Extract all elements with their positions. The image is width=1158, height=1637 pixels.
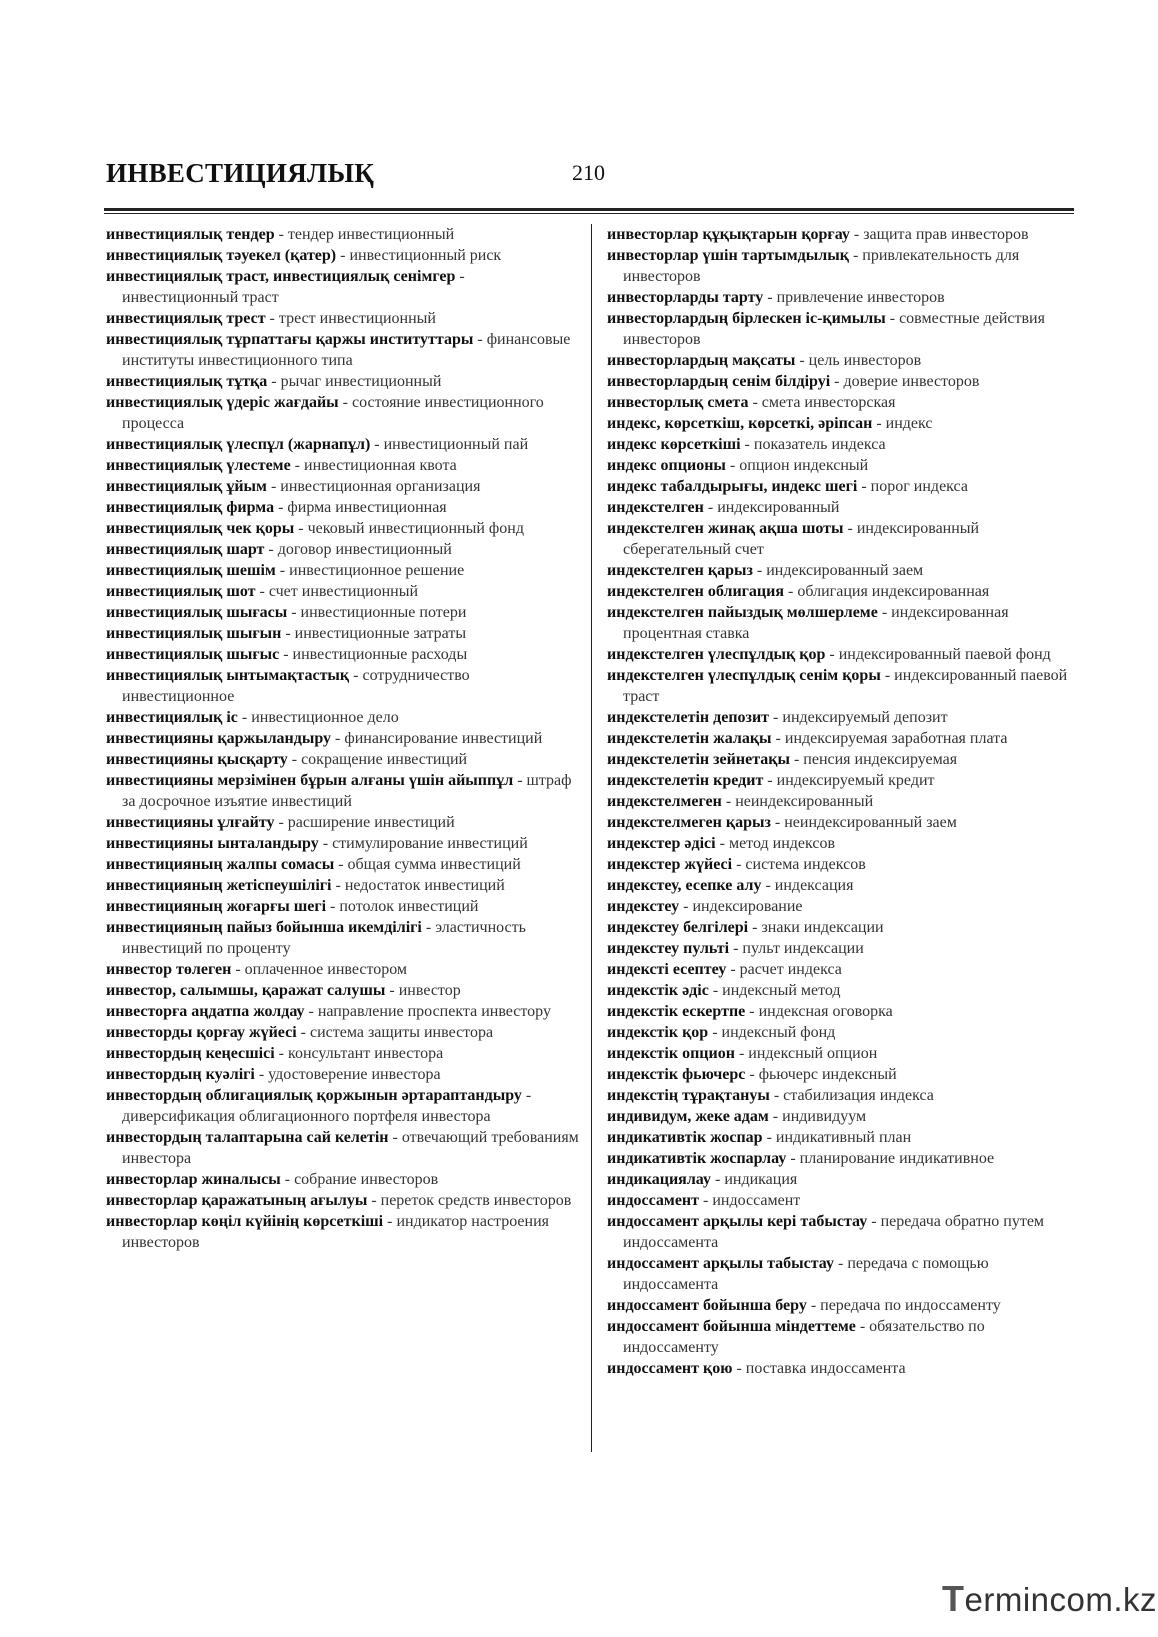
page-number: 210: [572, 160, 605, 185]
entry-definition: - индикация: [710, 1171, 798, 1188]
entry-term: инвесторлардың бірлескен іс-қимылы: [607, 310, 886, 327]
entry-definition: - индексная оговорка: [745, 1003, 893, 1020]
entry-definition: - индексный опцион: [734, 1045, 878, 1062]
entry-term: инвесторлар құқықтарын қорғау: [607, 226, 850, 243]
entry-definition: - общая сумма инвестиций: [334, 856, 521, 873]
entry-definition: - пульт индексации: [729, 940, 864, 957]
entry-definition: - индексированный: [703, 499, 840, 516]
entry-definition: - неиндексированный заем: [770, 814, 957, 831]
dictionary-entry: [607, 1085, 1083, 1106]
right-column: [607, 224, 1083, 1379]
entry-term: индекстеу пульті: [607, 940, 730, 957]
dictionary-entry: [607, 560, 1083, 581]
entry-term: индоссамент бойынша міндеттеме: [607, 1318, 856, 1335]
dictionary-entry: [106, 1169, 580, 1190]
dictionary-entry: [607, 1022, 1083, 1043]
entry-term: инвестор төлеген: [106, 961, 232, 978]
entry-term: инвесторлар үшін тартымдылық: [607, 247, 849, 264]
entry-definition: - доверие инвесторов: [830, 373, 980, 390]
dictionary-entry: [607, 1148, 1083, 1169]
entry-term: инвестицияның жоғарғы шегі: [106, 898, 327, 915]
dictionary-entry: [607, 371, 1083, 392]
dictionary-entry: [106, 455, 580, 476]
dictionary-entry: [607, 1043, 1083, 1064]
entry-definition: - оплаченное инвестором: [231, 961, 408, 978]
entry-definition: - индексированный паевой фонд: [825, 646, 1051, 663]
dictionary-entry: [106, 728, 580, 749]
entry-term: инвестицияны қысқарту: [106, 751, 288, 768]
entry-term: инвесторды қорғау жүйесі: [106, 1024, 297, 1041]
dictionary-entry: [607, 665, 1083, 707]
dictionary-entry: [607, 224, 1083, 245]
dictionary-entry: [607, 1190, 1083, 1211]
header-rule-thick: [104, 208, 1074, 211]
entry-definition: - индексированная процентная ставка: [623, 604, 1009, 642]
entry-definition: - трест инвестиционный: [265, 310, 436, 327]
entry-term: инвестордың облигациялық қоржынын әртараптандыру: [106, 1087, 522, 1104]
entry-term: индекстелген: [607, 499, 704, 516]
dictionary-entry: [106, 308, 580, 329]
entry-term: индоссамент қою: [607, 1360, 733, 1377]
dictionary-entry: [607, 959, 1083, 980]
entry-definition: - консультант инвестора: [274, 1045, 444, 1062]
entry-definition: - финансирование инвестиций: [331, 730, 543, 747]
dictionary-entry: [607, 707, 1083, 728]
entry-term: инвестициялық шот: [106, 583, 256, 600]
entry-term: инвестициялық тұрпаттағы қаржы институттары: [106, 331, 474, 348]
entry-term: инвестициялық фирма: [106, 499, 275, 516]
entry-term: индекстелетін депозит: [607, 709, 770, 726]
entry-definition: - переток средств инвесторов: [367, 1192, 572, 1209]
entry-definition: - рычаг инвестиционный: [267, 373, 442, 390]
termincom-logo: Termincom.kz: [942, 1578, 1158, 1619]
dictionary-entry: [607, 308, 1083, 350]
entry-definition: - опцион индексный: [725, 457, 869, 474]
header-rule-thin: [104, 213, 1074, 214]
dictionary-entry: [607, 434, 1083, 455]
dictionary-entry: [106, 224, 580, 245]
entry-term: инвесторлық смета: [607, 394, 749, 411]
entry-term: индекстік фьючерс: [607, 1066, 746, 1083]
entry-term: инвестициялық шығын: [106, 625, 282, 642]
entry-term: индивидум, жеке адам: [607, 1108, 769, 1125]
entry-definition: - инвестиционные потери: [287, 604, 467, 621]
entry-definition: - защита прав инвесторов: [849, 226, 1029, 243]
entry-definition: - метод индексов: [715, 835, 836, 852]
dictionary-entry: [607, 644, 1083, 665]
entry-term: индекстелетін зейнетақы: [607, 751, 790, 768]
entry-term: инвесторлар қаражатының ағылуы: [106, 1192, 368, 1209]
entry-definition: - индексируемый кредит: [763, 772, 935, 789]
entry-term: индекстеу, есепке алу: [607, 877, 762, 894]
entry-term: индекстелетін кредит: [607, 772, 764, 789]
entry-definition: - индикатор настроения инвесторов: [122, 1213, 550, 1251]
entry-term: инвестициялық шығасы: [106, 604, 288, 621]
entry-term: индикативтік жоспар: [607, 1129, 763, 1146]
dictionary-entry: [106, 329, 580, 371]
entry-term: индекстер әдісі: [607, 835, 716, 852]
entry-definition: - состояние инвестиционного процесса: [122, 394, 544, 432]
dictionary-entry: [106, 980, 580, 1001]
entry-definition: - фирма инвестиционная: [274, 499, 447, 516]
entry-term: индекстелген үлеспұлдық қор: [607, 646, 826, 663]
entry-term: инвесторға аңдатпа жолдау: [106, 1003, 305, 1020]
entry-term: индоссамент: [607, 1192, 700, 1209]
dictionary-entry: [106, 560, 580, 581]
dictionary-entry: [106, 623, 580, 644]
dictionary-entry: [106, 770, 580, 812]
entry-term: индекстер жүйесі: [607, 856, 733, 873]
dictionary-entry: [607, 938, 1083, 959]
entry-term: индексті есептеу: [607, 961, 727, 978]
dictionary-entry: [607, 1127, 1083, 1148]
dictionary-entry: [607, 1211, 1083, 1253]
dictionary-entry: [607, 1253, 1083, 1295]
dictionary-entry: [106, 1085, 580, 1127]
entry-term: инвестициялық тұтқа: [106, 373, 268, 390]
entry-term: индекс опционы: [607, 457, 726, 474]
entry-term: инвесторлар көңіл күйінің көрсеткіші: [106, 1213, 384, 1230]
dictionary-entry: [607, 413, 1083, 434]
dictionary-entry: [607, 833, 1083, 854]
entry-term: индикативтік жоспарлау: [607, 1150, 787, 1167]
entry-term: индоссамент арқылы кері табыстау: [607, 1213, 868, 1230]
entry-definition: - инвестиционный пай: [370, 436, 529, 453]
dictionary-entry: [106, 392, 580, 434]
dictionary-entry: [607, 602, 1083, 644]
entry-definition: - финансовые институты инвестиционного типа: [122, 331, 571, 369]
entry-definition: - пенсия индексируемая: [789, 751, 958, 768]
entry-term: инвестордың куәлігі: [106, 1066, 255, 1083]
entry-term: индоссамент бойынша беру: [607, 1297, 807, 1314]
entry-term: индекстелетін жалақы: [607, 730, 772, 747]
entry-definition: - передача с помощью индоссамента: [623, 1255, 989, 1293]
entry-term: инвестициялық үлеспұл (жарнапұл): [106, 436, 371, 453]
dictionary-entry: [607, 749, 1083, 770]
entry-definition: - неиндексированный: [721, 793, 874, 810]
entry-definition: - стимулирование инвестиций: [318, 835, 528, 852]
entry-definition: - расчет индекса: [726, 961, 842, 978]
entry-definition: - показатель индекса: [740, 436, 886, 453]
left-column: [106, 224, 580, 1253]
entry-definition: - индекс: [872, 415, 933, 432]
entry-definition: - индоссамент: [699, 1192, 801, 1209]
entry-term: инвесторлардың мақсаты: [607, 352, 796, 369]
dictionary-entry: [106, 875, 580, 896]
entry-definition: - инвестиционный траст: [122, 268, 465, 306]
entry-term: индекстелген қарыз: [607, 562, 753, 579]
entry-term: инвестициялық ынтымақтастық: [106, 667, 350, 684]
dictionary-entry: [607, 1106, 1083, 1127]
entry-term: индоссамент арқылы табыстау: [607, 1255, 834, 1272]
entry-definition: - инвестор: [385, 982, 461, 999]
dictionary-entry: [607, 287, 1083, 308]
dictionary-entry: [106, 644, 580, 665]
entry-term: индекстік опцион: [607, 1045, 735, 1062]
dictionary-entry: [106, 896, 580, 917]
entry-definition: - передача обратно путем индоссамента: [623, 1213, 1045, 1251]
dictionary-entry: [607, 728, 1083, 749]
dictionary-entry: [106, 518, 580, 539]
dictionary-entry: [607, 1295, 1083, 1316]
dictionary-entry: [607, 245, 1083, 287]
dictionary-entry: [106, 1064, 580, 1085]
entry-term: инвестициялық үлестеме: [106, 457, 291, 474]
entry-definition: - договор инвестиционный: [264, 541, 452, 558]
entry-term: инвестициялық үдеріс жағдайы: [106, 394, 339, 411]
entry-definition: - индексированный заем: [752, 562, 924, 579]
dictionary-entry: [106, 665, 580, 707]
dictionary-entry: [106, 602, 580, 623]
entry-term: индекстелген облигация: [607, 583, 785, 600]
dictionary-entry: [607, 812, 1083, 833]
entry-term: индекстік әдіс: [607, 982, 709, 999]
dictionary-entry: [106, 833, 580, 854]
entry-term: индекс, көрсеткіш, көрсеткі, әріпсан: [607, 415, 873, 432]
entry-definition: - облигация индексированная: [784, 583, 990, 600]
dictionary-entry: [106, 917, 580, 959]
dictionary-entry: [607, 392, 1083, 413]
entry-definition: - индексируемая заработная плата: [771, 730, 1008, 747]
entry-definition: - инвестиционное решение: [275, 562, 465, 579]
dictionary-entry: [607, 581, 1083, 602]
entry-term: инвесторларды тарту: [607, 289, 764, 306]
entry-definition: - индексный метод: [708, 982, 841, 999]
dictionary-entry: [607, 1316, 1083, 1358]
dictionary-entry: [106, 749, 580, 770]
entry-definition: - инвестиционные затраты: [281, 625, 467, 642]
dictionary-entry: [607, 455, 1083, 476]
dictionary-entry: [106, 812, 580, 833]
entry-term: индекстелген жинақ ақша шоты: [607, 520, 844, 537]
entry-definition: - совместные действия инвесторов: [623, 310, 1045, 348]
entry-term: инвестициялық траст, инвестициялық сенімгер: [106, 268, 456, 285]
dictionary-entry: [106, 434, 580, 455]
dictionary-entry: [607, 980, 1083, 1001]
entry-term: индекстеу: [607, 898, 680, 915]
dictionary-entry: [106, 266, 580, 308]
entry-definition: - эластичность инвестиций по проценту: [122, 919, 526, 957]
dictionary-entry: [106, 1190, 580, 1211]
dictionary-entry: [106, 959, 580, 980]
entry-definition: - потолок инвестиций: [326, 898, 479, 915]
entry-definition: - цель инвесторов: [795, 352, 922, 369]
dictionary-entry: [607, 791, 1083, 812]
entry-term: инвестицияны мерзімінен бұрын алғаны үшін айыппұл: [106, 772, 514, 789]
dictionary-entry: [106, 854, 580, 875]
entry-term: индекстелген пайыздық мөлшерлеме: [607, 604, 878, 621]
entry-definition: - чековый инвестиционный фонд: [294, 520, 524, 537]
entry-definition: - удостоверение инвестора: [254, 1066, 441, 1083]
dictionary-entry: [607, 875, 1083, 896]
dictionary-entry: [106, 581, 580, 602]
entry-definition: - индексируемый депозит: [769, 709, 948, 726]
entry-definition: - собрание инвесторов: [280, 1171, 439, 1188]
dictionary-entry: [106, 707, 580, 728]
entry-definition: - сотрудничество инвестиционное: [122, 667, 470, 705]
entry-term: инвестицияны ұлғайту: [106, 814, 275, 831]
entry-definition: - индексированный паевой траст: [623, 667, 1068, 705]
entry-term: инвестор, салымшы, қаражат салушы: [106, 982, 386, 999]
entry-definition: - инвестиционный риск: [336, 247, 502, 264]
entry-definition: - счет инвестиционный: [255, 583, 419, 600]
entry-definition: - фьючерс индексный: [745, 1066, 897, 1083]
entry-term: инвестициялық ұйым: [106, 478, 267, 495]
entry-term: инвестициялық шешім: [106, 562, 276, 579]
entry-term: инвестициялық шарт: [106, 541, 265, 558]
entry-definition: - недостаток инвестиций: [331, 877, 505, 894]
entry-definition: - инвестиционная организация: [266, 478, 481, 495]
entry-definition: - индикативный план: [762, 1129, 912, 1146]
dictionary-entry: [106, 476, 580, 497]
entry-term: инвестордың кеңесшісі: [106, 1045, 275, 1062]
entry-definition: - индексирование: [679, 898, 803, 915]
dictionary-entry: [607, 350, 1083, 371]
entry-definition: - отвечающий требованиям инвестора: [122, 1129, 579, 1167]
entry-term: инвестициялық тәуекел (қатер): [106, 247, 337, 264]
entry-term: индекстелмеген: [607, 793, 722, 810]
dictionary-entry: [106, 1043, 580, 1064]
dictionary-entry: [106, 371, 580, 392]
dictionary-entry: [106, 539, 580, 560]
dictionary-entry: [106, 1001, 580, 1022]
entry-term: индекстеу белгілері: [607, 919, 749, 936]
entry-definition: - поставка индоссамента: [732, 1360, 906, 1377]
entry-term: индекстелген үлеспұлдық сенім қоры: [607, 667, 881, 684]
entry-definition: - индексация: [761, 877, 854, 894]
entry-definition: - диверсификация облигационного портфеля инвестора: [122, 1087, 532, 1125]
dictionary-entry: [607, 518, 1083, 560]
dictionary-entry: [607, 854, 1083, 875]
entry-definition: - планирование индикативное: [786, 1150, 995, 1167]
entry-term: инвестициялық трест: [106, 310, 266, 327]
entry-term: индекстік ескертпе: [607, 1003, 746, 1020]
entry-term: индекстік қор: [607, 1024, 709, 1041]
entry-definition: - привлекательность для инвесторов: [623, 247, 1020, 285]
entry-definition: - смета инвесторская: [748, 394, 896, 411]
entry-definition: - привлечение инвесторов: [763, 289, 945, 306]
running-head-title: ИНВЕСТИЦИЯЛЫҚ: [106, 158, 375, 188]
column-divider: [591, 224, 592, 1452]
entry-term: инвестицияның жетіспеушілігі: [106, 877, 332, 894]
dictionary-entry: [607, 1358, 1083, 1379]
entry-definition: - знаки индексации: [748, 919, 884, 936]
entry-definition: - инвестиционная квота: [290, 457, 457, 474]
entry-term: инвестициялық шығыс: [106, 646, 280, 663]
dictionary-entry: [607, 896, 1083, 917]
entry-definition: - расширение инвестиций: [274, 814, 455, 831]
entry-term: инвестицияның жалпы сомасы: [106, 856, 335, 873]
entry-definition: - направление проспекта инвестору: [304, 1003, 551, 1020]
entry-term: индекс көрсеткіші: [607, 436, 741, 453]
entry-definition: - тендер инвестиционный: [274, 226, 455, 243]
dictionary-entry: [106, 245, 580, 266]
dictionary-entry: [607, 1001, 1083, 1022]
entry-term: инвестициялық тендер: [106, 226, 275, 243]
entry-definition: - сокращение инвестиций: [287, 751, 468, 768]
entry-definition: - стабилизация индекса: [769, 1087, 934, 1104]
entry-term: индекстің тұрақтануы: [607, 1087, 770, 1104]
dictionary-entry: [106, 497, 580, 518]
dictionary-entry: [607, 917, 1083, 938]
entry-definition: - индексный фонд: [708, 1024, 836, 1041]
dictionary-entry: [607, 1169, 1083, 1190]
dictionary-entry: [607, 497, 1083, 518]
entry-term: инвестицияның пайыз бойынша икемділігі: [106, 919, 422, 936]
entry-term: инвестицияны ынталандыру: [106, 835, 319, 852]
dictionary-entry: [607, 770, 1083, 791]
entry-term: индекстелмеген қарыз: [607, 814, 771, 831]
entry-definition: - индивидуум: [768, 1108, 867, 1125]
entry-term: индикациялау: [607, 1171, 711, 1188]
dictionary-entry: [607, 476, 1083, 497]
entry-definition: - инвестиционные расходы: [279, 646, 468, 663]
dictionary-entry: [106, 1127, 580, 1169]
entry-term: инвесторлар жиналысы: [106, 1171, 281, 1188]
entry-definition: - обязательство по индоссаменту: [623, 1318, 985, 1356]
dictionary-entry: [607, 1064, 1083, 1085]
entry-term: инвестициялық чек қоры: [106, 520, 295, 537]
entry-definition: - индексированный сберегательный счет: [623, 520, 980, 558]
entry-definition: - порог индекса: [857, 478, 968, 495]
entry-term: индекс табалдырығы, индекс шегі: [607, 478, 858, 495]
dictionary-entry: [106, 1211, 580, 1253]
entry-term: инвестициялық іс: [106, 709, 238, 726]
entry-definition: - система защиты инвестора: [296, 1024, 494, 1041]
entry-term: инвестицияны қаржыландыру: [106, 730, 332, 747]
entry-definition: - штраф за досрочное изъятие инвестиций: [122, 772, 572, 810]
entry-definition: - инвестиционное дело: [237, 709, 399, 726]
entry-definition: - передача по индоссаменту: [806, 1297, 1001, 1314]
entry-definition: - система индексов: [732, 856, 866, 873]
entry-term: инвесторлардың сенім білдіруі: [607, 373, 831, 390]
dictionary-entry: [106, 1022, 580, 1043]
entry-term: инвестордың талаптарына сай келетін: [106, 1129, 389, 1146]
